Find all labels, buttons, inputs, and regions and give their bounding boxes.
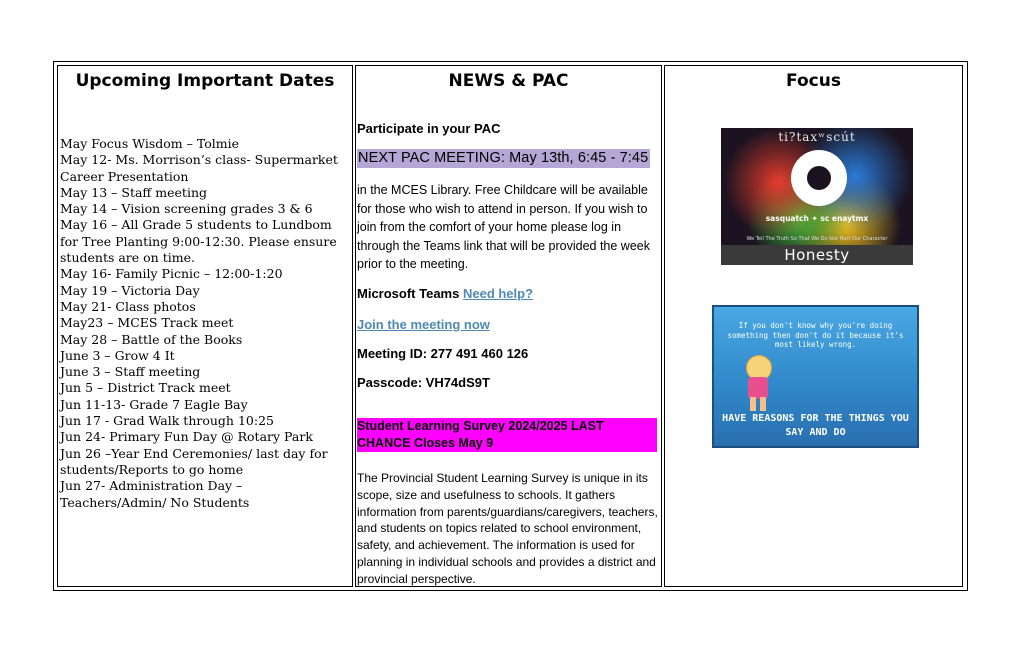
date-item: May 16 – All Grade 5 students to Lundbom for Tree Planting 9:00-12:30. Please ensure students are on time.	[60, 217, 337, 266]
poster-small-text: We Tell The Truth So That We Do Not Hurt Our Character	[746, 236, 888, 242]
pac-details: in the MCES Library. Free Childcare will be available for those who wish to attend in person. If you wish to join from the comfort of your home please log in through the Teams link that will be provided the week prior to the meeting.	[357, 183, 650, 271]
poster-quote: If you don't know why you're doing something then don't do it because it's most likely wrong.	[727, 321, 904, 349]
join-meeting-link[interactable]: Join the meeting now	[357, 317, 490, 332]
poster-bottom-text: Honesty	[721, 245, 913, 265]
news-column	[355, 65, 662, 587]
honesty-poster	[721, 128, 913, 265]
girl-illustration-icon	[736, 355, 778, 411]
pac-meeting-row	[357, 149, 650, 168]
date-item: Jun 5 – District Track meet	[60, 380, 231, 396]
date-item: May 19 – Victoria Day	[60, 282, 200, 298]
date-item: Jun 27- Administration Day – Teachers/Admin/ No Students	[60, 478, 250, 510]
date-item: Jun 26 –Year End Ceremonies/ last day for students/Reports to go home	[60, 445, 328, 477]
date-item: Jun 17 - Grad Walk through 10:25	[60, 413, 274, 429]
teams-label: Microsoft Teams	[357, 286, 460, 301]
passcode: Passcode: VH74dS9T	[357, 375, 490, 390]
dates-heading: Upcoming Important Dates	[75, 71, 335, 91]
teams-row	[357, 286, 533, 301]
poster-reasons-text: HAVE REASONS FOR THE THINGS YOU SAY AND DO	[722, 413, 909, 438]
focus-column	[664, 65, 963, 587]
focus-heading: Focus	[786, 71, 841, 91]
poster-middle-text: sasquatch ✦ sc enaytmx	[765, 214, 869, 223]
date-item: May 14 – Vision screening grades 3 & 6	[60, 201, 313, 217]
date-item: Jun 11-13- Grade 7 Eagle Bay	[60, 396, 248, 412]
news-heading: NEWS & PAC	[448, 71, 569, 91]
pac-meeting-banner: NEXT PAC MEETING: May 13th, 6:45 - 7:45	[358, 150, 649, 166]
date-item: June 3 – Staff meeting	[60, 364, 201, 380]
date-item: May 12- Ms. Morrison’s class- Supermarket Career Presentation	[60, 152, 338, 184]
date-item: May 28 – Battle of the Books	[60, 331, 243, 347]
meeting-id: Meeting ID: 277 491 460 126	[357, 346, 529, 361]
poster-top-text: ti?taxʷscút	[778, 130, 856, 144]
date-item: Jun 24- Primary Fun Day @ Rotary Park	[60, 429, 313, 445]
date-item: May 16- Family Picnic – 12:00-1:20	[60, 266, 283, 282]
date-item: May Focus Wisdom – Tolmie	[60, 136, 239, 151]
survey-banner: Student Learning Survey 2024/2025 LAST CHANCE Closes May 9	[357, 418, 657, 452]
spiral-logo-icon	[791, 150, 847, 206]
survey-description: The Provincial Student Learning Survey is unique in its scope, size and usefulness to schools. It gathers information from parents/guardians/caregivers, teachers, and students on topics related to school environment, safety, and achievement. The information is used for planning in individual schools and provides a district and provincial perspective.	[357, 471, 658, 586]
date-item: May 13 – Staff meeting	[60, 184, 208, 200]
date-item: June 3 – Grow 4 It	[60, 347, 175, 363]
dates-list	[60, 136, 348, 511]
help-link[interactable]: Need help?	[462, 286, 534, 301]
newsletter-table	[53, 61, 968, 591]
date-item: May23 – MCES Track meet	[60, 315, 234, 331]
date-item: May 21- Class photos	[60, 298, 196, 314]
reasons-poster	[712, 305, 919, 448]
dates-column	[57, 65, 353, 587]
join-row	[357, 316, 490, 334]
participate-heading: Participate in your PAC	[357, 121, 501, 136]
